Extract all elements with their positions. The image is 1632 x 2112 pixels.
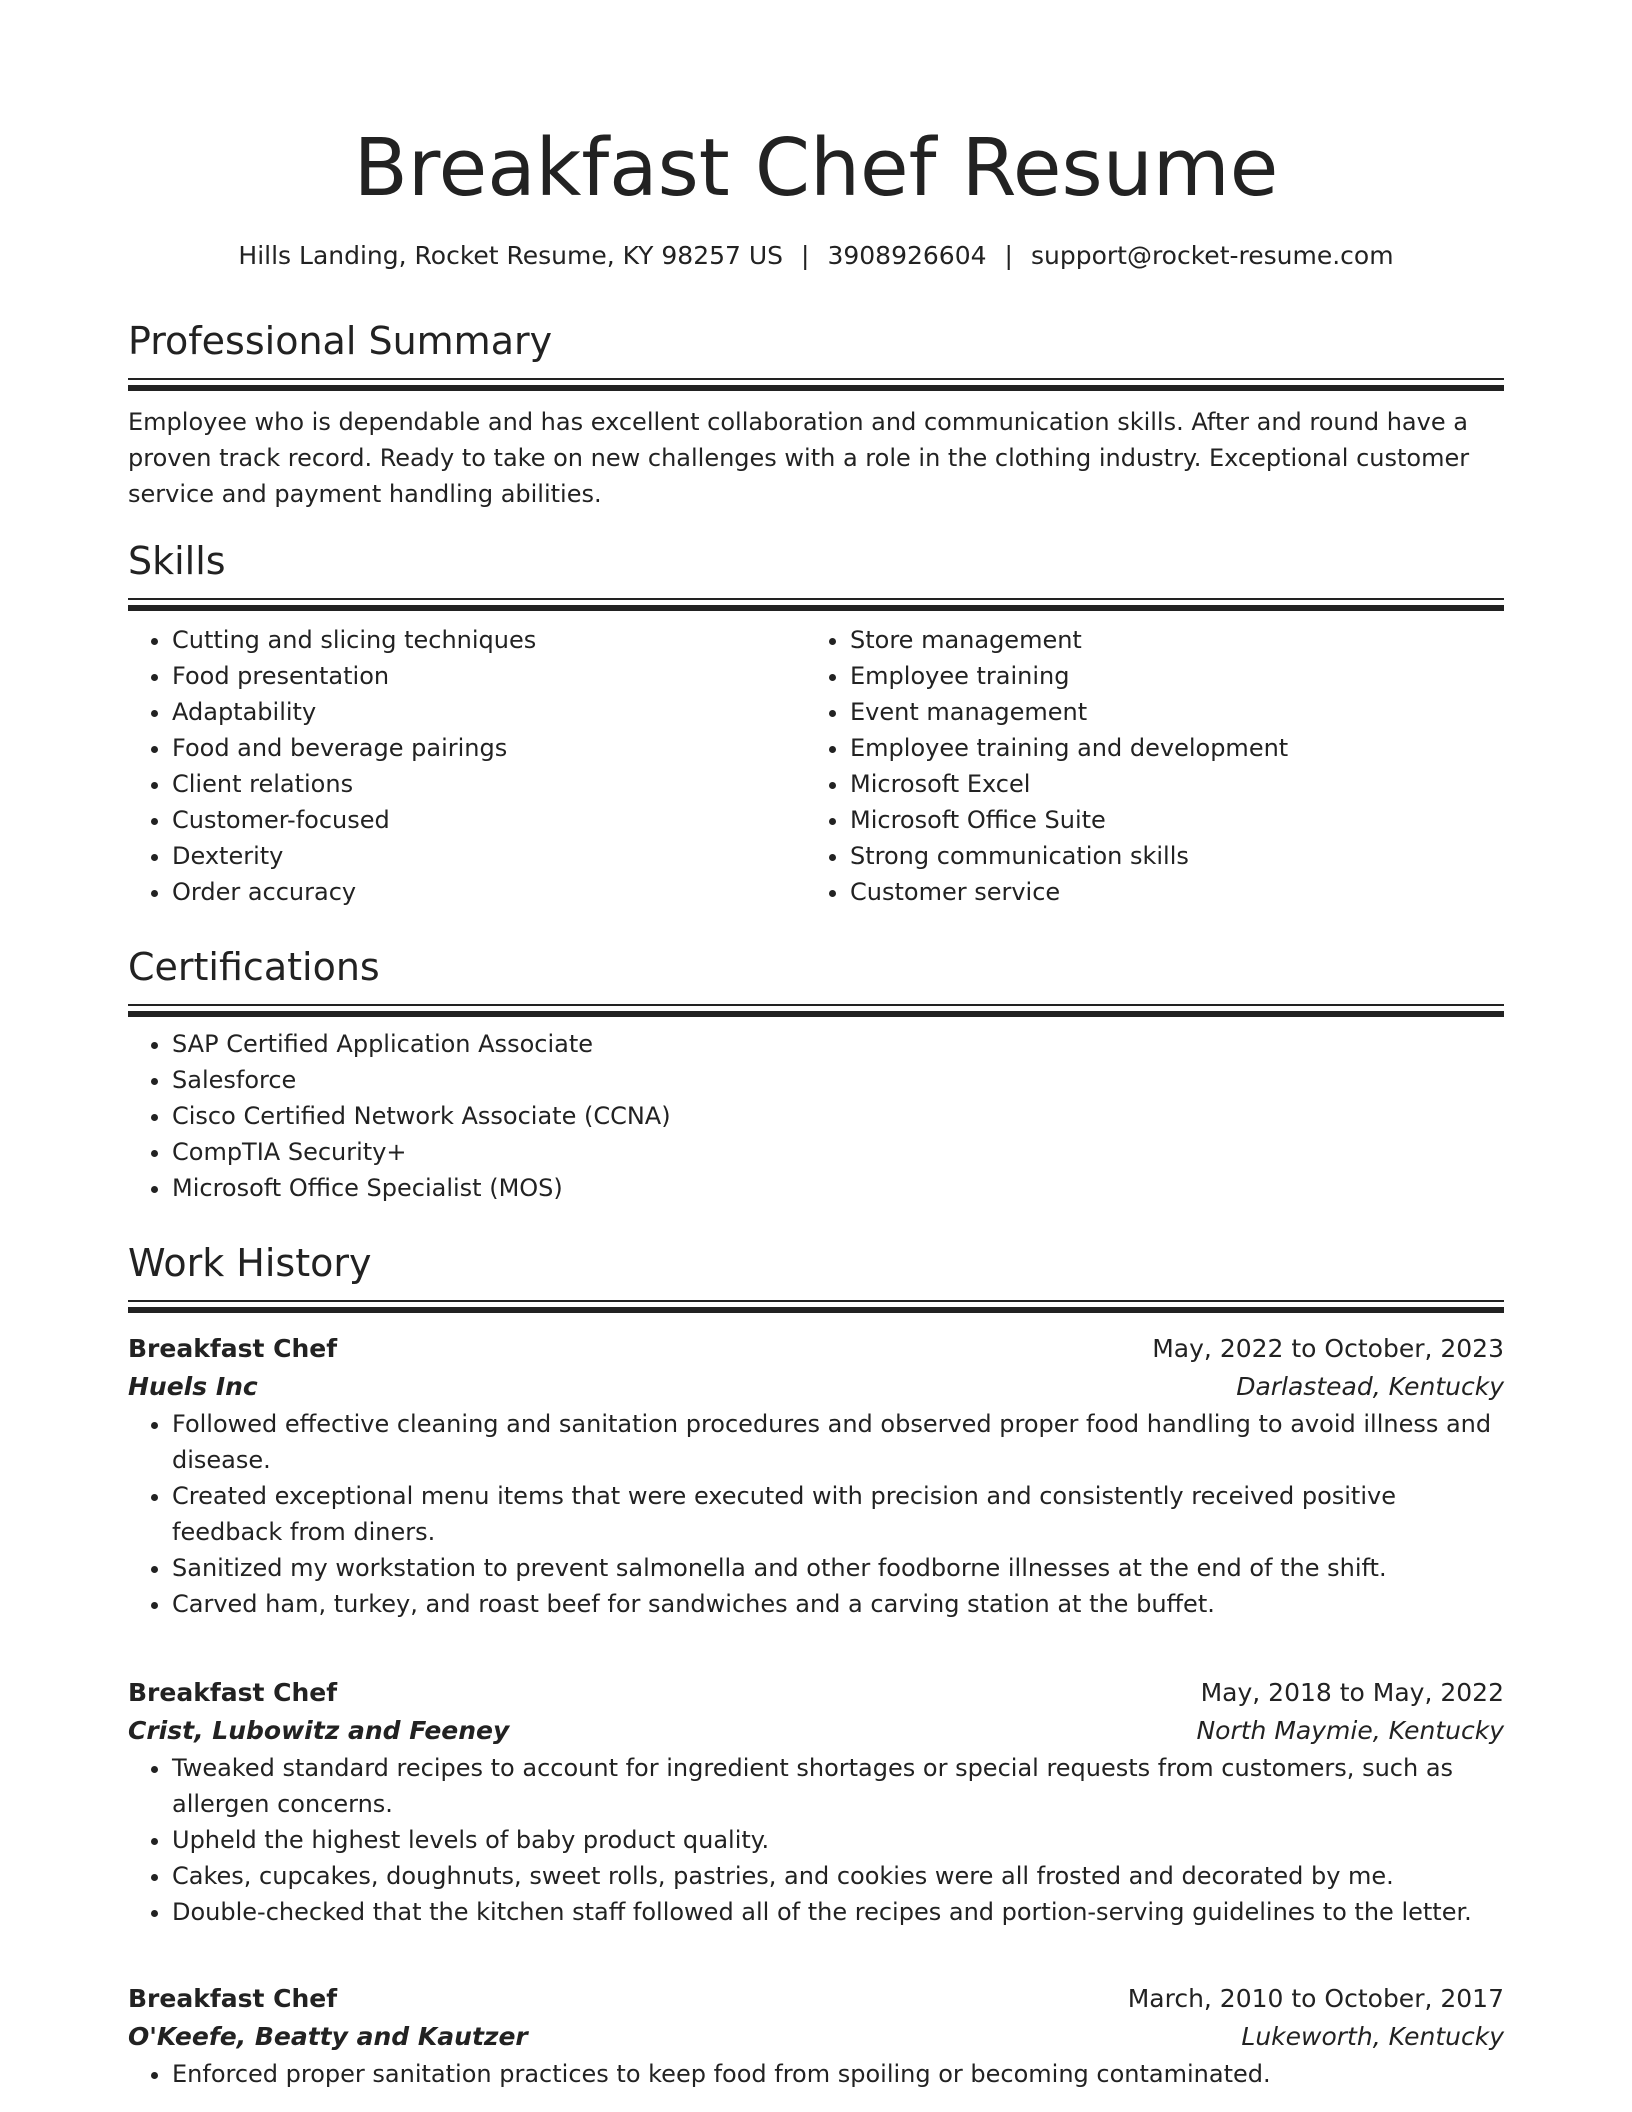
certification-item: • Salesforce — [172, 1062, 1504, 1098]
section-divider — [128, 598, 1504, 612]
skills-column-left — [128, 622, 806, 910]
skill-item: • Client relations — [172, 766, 806, 802]
job-dates: May, 2022 to October, 2023 — [1152, 1334, 1504, 1363]
job-location: North Maymie, Kentucky — [1196, 1716, 1504, 1745]
job-bullet: • Cakes, cupcakes, doughnuts, sweet rolls, pastries, and cookies were all frosted and decorated by me. — [172, 1858, 1504, 1894]
job-entry — [128, 1330, 1504, 1622]
certification-item: • Cisco Certified Network Associate (CCNA) — [172, 1098, 1504, 1134]
job-bullet: • Followed effective cleaning and sanitation procedures and observed proper food handling to avoid illness and disease. — [172, 1406, 1504, 1478]
job-title: Breakfast Chef — [128, 1334, 338, 1363]
skills-heading: Skills — [128, 539, 226, 583]
skills-grid — [128, 622, 1504, 910]
job-header-row — [128, 1980, 1504, 2018]
section-divider — [128, 1300, 1504, 1314]
section-divider — [128, 378, 1504, 392]
summary-heading: Professional Summary — [128, 319, 553, 363]
job-bullets — [128, 1406, 1504, 1622]
job-title: Breakfast Chef — [128, 1984, 338, 2013]
contact-separator: | — [801, 241, 810, 270]
job-bullet: • Tweaked standard recipes to account for ingredient shortages or special requests from customers, such as allergen concerns. — [172, 1750, 1504, 1822]
certification-item: • SAP Certified Application Associate — [172, 1026, 1504, 1062]
skill-item: • Adaptability — [172, 694, 806, 730]
skill-item: • Cutting and slicing techniques — [172, 622, 806, 658]
job-bullet: • Carved ham, turkey, and roast beef for sandwiches and a carving station at the buffet. — [172, 1586, 1504, 1622]
skills-section — [128, 536, 1504, 910]
skill-item: • Microsoft Office Suite — [850, 802, 1484, 838]
job-location: Lukeworth, Kentucky — [1241, 2022, 1504, 2051]
skill-item: • Employee training — [850, 658, 1484, 694]
summary-text: Employee who is dependable and has excellent collaboration and communication skills. After and round have a proven track record. Ready to take on new challenges with a role in the clothing industry. Exceptional customer service and payment handling abilities. — [128, 408, 1470, 508]
contact-address: Hills Landing, Rocket Resume, KY 98257 US — [238, 241, 784, 270]
job-subheader-row — [128, 2018, 1504, 2056]
job-dates: March, 2010 to October, 2017 — [1127, 1984, 1504, 2013]
job-bullet: • Enforced proper sanitation practices to keep food from spoiling or becoming contaminated. — [172, 2056, 1504, 2092]
skill-item: • Customer service — [850, 874, 1484, 910]
job-header-row — [128, 1330, 1504, 1368]
job-bullet: • Upheld the highest levels of baby product quality. — [172, 1822, 1504, 1858]
job-dates: May, 2018 to May, 2022 — [1200, 1678, 1504, 1707]
job-company: Huels Inc — [128, 1372, 258, 1401]
contact-separator: | — [1004, 241, 1013, 270]
job-entry — [128, 1980, 1504, 2092]
job-subheader-row — [128, 1368, 1504, 1406]
skill-item: • Strong communication skills — [850, 838, 1484, 874]
job-title: Breakfast Chef — [128, 1678, 338, 1707]
contact-phone: 3908926604 — [827, 241, 987, 270]
certifications-heading: Certifications — [128, 945, 380, 989]
job-location: Darlastead, Kentucky — [1236, 1372, 1504, 1401]
job-bullet: • Created exceptional menu items that were executed with precision and consistently received positive feedback from diners. — [172, 1478, 1504, 1550]
job-header-row — [128, 1674, 1504, 1712]
skill-item: • Employee training and development — [850, 730, 1484, 766]
contact-email: support@rocket-resume.com — [1030, 241, 1394, 270]
certifications-list — [128, 1026, 1504, 1206]
skill-item: • Customer-focused — [172, 802, 806, 838]
skill-item: • Event management — [850, 694, 1484, 730]
summary-section — [128, 316, 1504, 512]
skill-item: • Food presentation — [172, 658, 806, 694]
skill-item: • Order accuracy — [172, 874, 806, 910]
job-company: O'Keefe, Beatty and Kautzer — [128, 2022, 528, 2051]
job-bullets — [128, 2056, 1504, 2092]
job-bullet: • Double-checked that the kitchen staff followed all of the recipes and portion-serving guidelines to the letter. — [172, 1894, 1504, 1930]
certification-item: • CompTIA Security+ — [172, 1134, 1504, 1170]
skill-item: • Food and beverage pairings — [172, 730, 806, 766]
contact-line — [128, 238, 1504, 274]
job-company: Crist, Lubowitz and Feeney — [128, 1716, 510, 1745]
job-subheader-row — [128, 1712, 1504, 1750]
resume-title: Breakfast Chef Resume — [353, 122, 1279, 214]
skill-item: • Store management — [850, 622, 1484, 658]
skill-item: • Dexterity — [172, 838, 806, 874]
work-section — [128, 1238, 1504, 1314]
job-bullet: • Sanitized my workstation to prevent salmonella and other foodborne illnesses at the end of the shift. — [172, 1550, 1504, 1586]
section-divider — [128, 1004, 1504, 1018]
job-bullets — [128, 1750, 1504, 1930]
skills-column-right — [806, 622, 1484, 910]
work-heading: Work History — [128, 1241, 372, 1285]
job-entry — [128, 1674, 1504, 1930]
certification-item: • Microsoft Office Specialist (MOS) — [172, 1170, 1504, 1206]
certifications-section — [128, 942, 1504, 1206]
skill-item: • Microsoft Excel — [850, 766, 1484, 802]
